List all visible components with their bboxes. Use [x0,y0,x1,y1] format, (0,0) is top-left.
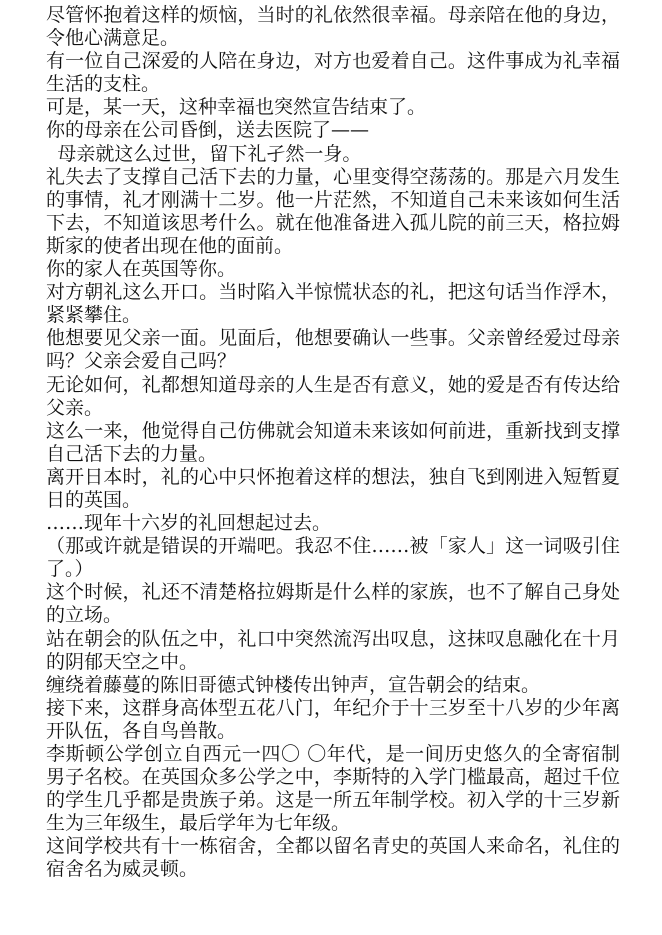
paragraph-17: 缠绕着藤蔓的陈旧哥德式钟楼传出钟声，宣告朝会的结束。 [46,673,541,696]
document-page [46,4,620,882]
paragraph-3: 可是，某一天，这种幸福也突然宣告结束了。 [46,96,427,119]
paragraph-13: ……现年十六岁的礼回想起过去。 [46,512,332,535]
paragraph-14: （那或许就是错误的开端吧。我忍不住……被「家人」这一词吸引住了。） [46,535,620,581]
paragraph-8: 对方朝礼这么开口。当时陷入半惊慌状态的礼，把这句话当作浮木，紧紧攀住。 [46,281,620,327]
paragraph-19: 李斯顿公学创立自西元一四〇 〇年代，是一间历史悠久的全寄宿制男子名校。在英国众多公学之中，李斯特的入学门槛最高，超过千位的学生几乎都是贵族子弟。这是一所五年制学校。初入学的十三岁新生为三年级生，最后学年为七年级。 [46,743,620,835]
paragraph-12: 离开日本时，礼的心中只怀抱着这样的想法，独自飞到刚进入短暂夏日的英国。 [46,465,620,511]
paragraph-4: 你的母亲在公司昏倒，送去医院了—— [46,119,370,142]
paragraph-5: 母亲就这么过世，留下礼孑然一身。 [57,142,362,165]
paragraph-7: 你的家人在英国等你。 [46,258,237,281]
paragraph-15: 这个时候，礼还不清楚格拉姆斯是什么样的家族，也不了解自己身处的立场。 [46,581,620,627]
paragraph-2: 有一位自己深爱的人陪在身边，对方也爱着自己。这件事成为礼幸福生活的支柱。 [46,50,620,96]
paragraph-1: 尽管怀抱着这样的烦恼，当时的礼依然很幸福。母亲陪在他的身边，令他心满意足。 [46,4,620,50]
paragraph-20: 这间学校共有十一栋宿舍，全都以留名青史的英国人来命名，礼住的宿舍名为威灵顿。 [46,835,620,881]
paragraph-6: 礼失去了支撑自己活下去的力量，心里变得空荡荡的。那是六月发生的事情，礼才刚满十二岁。他一片茫然，不知道自己未来该如何生活下去，不知道该思考什么。就在他准备进入孤儿院的前三天，格拉姆斯家的使者出现在他的面前。 [46,165,620,257]
paragraph-16: 站在朝会的队伍之中，礼口中突然流泻出叹息，这抹叹息融化在十月的阴郁天空之中。 [46,627,620,673]
paragraph-11: 这么一来，他觉得自己仿佛就会知道未来该如何前进，重新找到支撑自己活下去的力量。 [46,419,620,465]
paragraph-18: 接下来，这群身高体型五花八门，年纪介于十三岁至十八岁的少年离开队伍，各自鸟兽散。 [46,696,620,742]
paragraph-10: 无论如何，礼都想知道母亲的人生是否有意义，她的爱是否有传达给父亲。 [46,373,620,419]
paragraph-9: 他想要见父亲一面。见面后，他想要确认一些事。父亲曾经爱过母亲吗？父亲会爱自己吗？ [46,327,620,373]
